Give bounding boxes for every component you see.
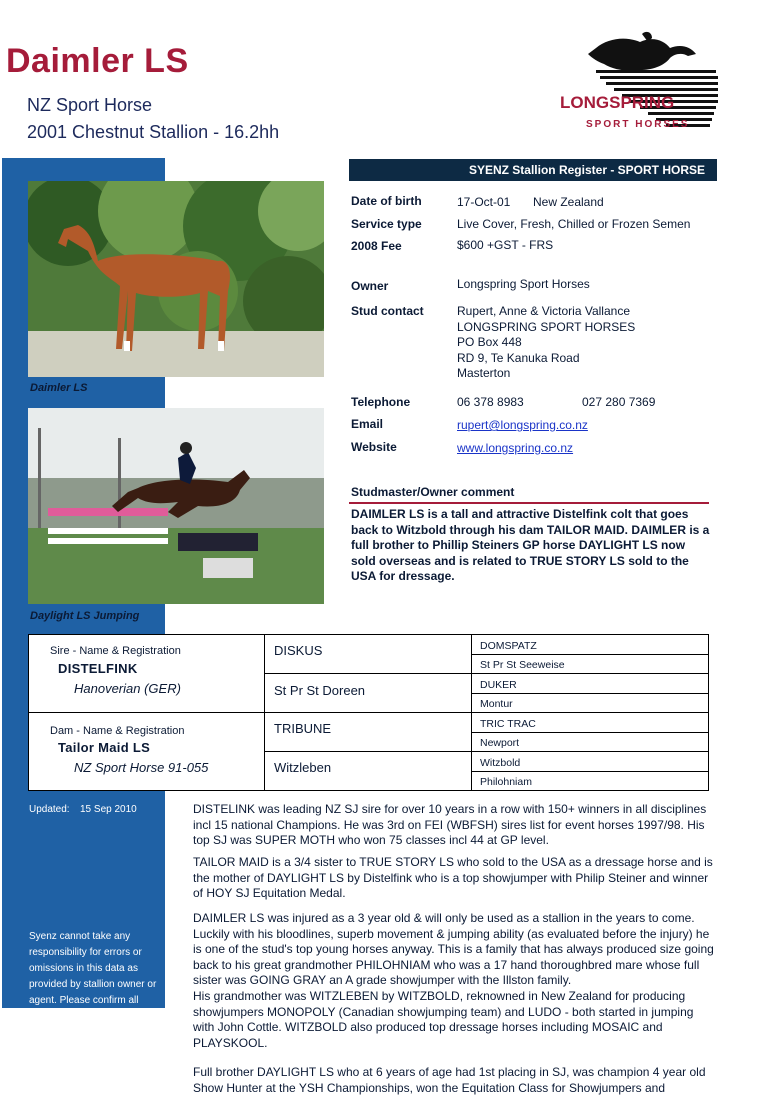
dam-cell bbox=[28, 712, 265, 791]
stud-contact-line: Masterton bbox=[457, 366, 511, 380]
telephone-value: 06 378 8983 bbox=[457, 395, 524, 409]
stud-contact-line: RD 9, Te Kanuka Road bbox=[457, 350, 580, 365]
country-value: New Zealand bbox=[533, 195, 604, 209]
description-line: 2001 Chestnut Stallion - 16.2hh bbox=[27, 122, 280, 142]
great-grandparent-name: TRIC TRAC bbox=[480, 718, 536, 730]
email-label: Email bbox=[351, 417, 384, 431]
photo-caption: Daylight LS Jumping bbox=[30, 610, 140, 622]
mobile-value: 027 280 7369 bbox=[582, 395, 656, 409]
website-link[interactable]: www.longspring.co.nz bbox=[457, 441, 574, 455]
daylight-jumping-photo bbox=[28, 408, 324, 604]
comment-text: DAIMLER LS is a tall and attractive Distelfink colt that goes back to Witzbold through his dam TAILOR MAID. DAIMLER is a full brother to Phillip Steiners GP horse DAYLIGHT LS now sold overseas and is related to TRUE STORY LS sold to the USA for dressage. bbox=[351, 507, 710, 583]
body-paragraph: DISTELINK was leading NZ SJ sire for over 10 years in a row with 150+ winners in all disciplines incl 15 national Champions. He was 3rd on FEI (WBFSH) sires list for event horses 1997/98. His top SJ was SUPER MOTH who won 75 classes incl 44 at GP level. bbox=[193, 802, 707, 848]
dam-name: Tailor Maid LS bbox=[58, 740, 151, 755]
great-grandparent-cell bbox=[471, 673, 709, 694]
body-paragraph: DAIMLER LS was injured as a 3 year old & will only be used as a stallion in the years to come. Luckily with his bloodlines, superb movement & jumping ability (as evaluated before the injury) he is one of the stud's top young horses anyway. This is a family that has always produced size going back to his great grandmother PHILOHNIAM who was a 17 hand thoroughbred mare whose full sister was GOING GRAY an A grade showjumper with the Illston family. bbox=[193, 911, 714, 988]
grandparent-name: Witzleben bbox=[274, 760, 332, 775]
great-grandparent-name: Montur bbox=[480, 698, 513, 710]
great-grandparent-name: Newport bbox=[480, 737, 520, 749]
body-paragraph: TAILOR MAID is a 3/4 sister to TRUE STORY LS who sold to the USA as a dressage horse and is the mother of DAYLIGHT LS by Distelfink who is a top showjumper with Philip Steiner and winner of HOY SJ Equitation Medal. bbox=[193, 855, 713, 901]
grandparent-name: DISKUS bbox=[274, 643, 323, 658]
body-paragraph: His grandmother was WITZLEBEN by WITZBOLD, reknowned in New Zealand for producing showjumpers MONOPOLY (Canadian showjumping team) and LUDO - both started in jumping with John Cottle. WITZBOLD also produced top dressage horses including MOSAIC and PLAYSKOOL. bbox=[193, 989, 694, 1050]
body-paragraph: Full brother DAYLIGHT LS who at 6 years of age had 1st placing in SJ, was champion 4 year old Show Hunter at the YSH Championships, won the Equitation Class for Showjumpers and bbox=[193, 1065, 706, 1095]
dam-label: Dam - Name & Registration bbox=[50, 725, 185, 737]
fee-value: $600 +GST - FRS bbox=[457, 238, 554, 252]
owner-label: Owner bbox=[351, 279, 389, 293]
horse-jumping-icon bbox=[556, 30, 726, 140]
grandparent-cell bbox=[264, 673, 472, 713]
dob-label: Date of birth bbox=[351, 194, 422, 208]
great-grandparent-cell bbox=[471, 732, 709, 752]
stud-contact-label: Stud contact bbox=[351, 304, 424, 318]
great-grandparent-cell bbox=[471, 654, 709, 674]
grandparent-name: St Pr St Doreen bbox=[274, 683, 366, 698]
photo-caption: Daimler LS bbox=[30, 382, 88, 394]
grandparent-cell bbox=[264, 634, 472, 674]
great-grandparent-name: Witzbold bbox=[480, 757, 521, 769]
breed-line: NZ Sport Horse bbox=[27, 95, 153, 115]
great-grandparent-name: St Pr St Seeweise bbox=[480, 659, 565, 671]
great-grandparent-cell bbox=[471, 712, 709, 733]
great-grandparent-name: DOMSPATZ bbox=[480, 640, 537, 652]
logo-tagline: SPORT HORSES bbox=[586, 119, 690, 130]
sire-cell bbox=[28, 634, 265, 713]
updated-value: 15 Sep 2010 bbox=[80, 804, 137, 815]
fee-label: 2008 Fee bbox=[351, 239, 402, 253]
stud-contact-line: Rupert, Anne & Victoria Vallance bbox=[457, 304, 630, 318]
daimler-photo bbox=[28, 181, 324, 377]
great-grandparent-cell bbox=[471, 751, 709, 772]
service-type-label: Service type bbox=[351, 217, 422, 231]
great-grandparent-name: DUKER bbox=[480, 679, 517, 691]
great-grandparent-cell bbox=[471, 771, 709, 791]
great-grandparent-cell bbox=[471, 634, 709, 655]
dam-breed: NZ Sport Horse 91-055 bbox=[74, 760, 209, 775]
stud-contact-line: LONGSPRING SPORT HORSES bbox=[457, 319, 636, 334]
grandparent-cell bbox=[264, 751, 472, 791]
website-label: Website bbox=[351, 440, 397, 454]
stud-contact-block bbox=[457, 304, 635, 382]
register-header: SYENZ Stallion Register - SPORT HORSE bbox=[349, 159, 717, 181]
sire-label: Sire - Name & Registration bbox=[50, 645, 181, 657]
sire-name: DISTELFINK bbox=[58, 661, 138, 676]
comment-title: Studmaster/Owner comment bbox=[351, 485, 515, 499]
great-grandparent-cell bbox=[471, 693, 709, 713]
page-title: Daimler LS bbox=[6, 42, 189, 80]
grandparent-cell bbox=[264, 712, 472, 752]
sire-breed: Hanoverian (GER) bbox=[74, 681, 181, 696]
great-grandparent-name: Philohniam bbox=[480, 776, 532, 788]
longspring-logo bbox=[556, 30, 726, 140]
comment-divider bbox=[349, 502, 709, 504]
dob-value: 17-Oct-01 bbox=[457, 195, 511, 209]
telephone-label: Telephone bbox=[351, 395, 411, 409]
disclaimer-text: Syenz cannot take any responsibility for errors or omissions in this data as provided by stallion owner or agent. Please confirm all bbox=[29, 931, 157, 1006]
logo-brand: LONGSPRING bbox=[560, 93, 675, 112]
grandparent-name: TRIBUNE bbox=[274, 721, 332, 736]
stud-contact-line: PO Box 448 bbox=[457, 335, 522, 349]
updated-label: Updated: bbox=[29, 804, 70, 815]
service-type-value: Live Cover, Fresh, Chilled or Frozen Semen bbox=[457, 217, 691, 231]
email-link[interactable]: rupert@longspring.co.nz bbox=[457, 418, 588, 432]
owner-value: Longspring Sport Horses bbox=[457, 277, 590, 291]
